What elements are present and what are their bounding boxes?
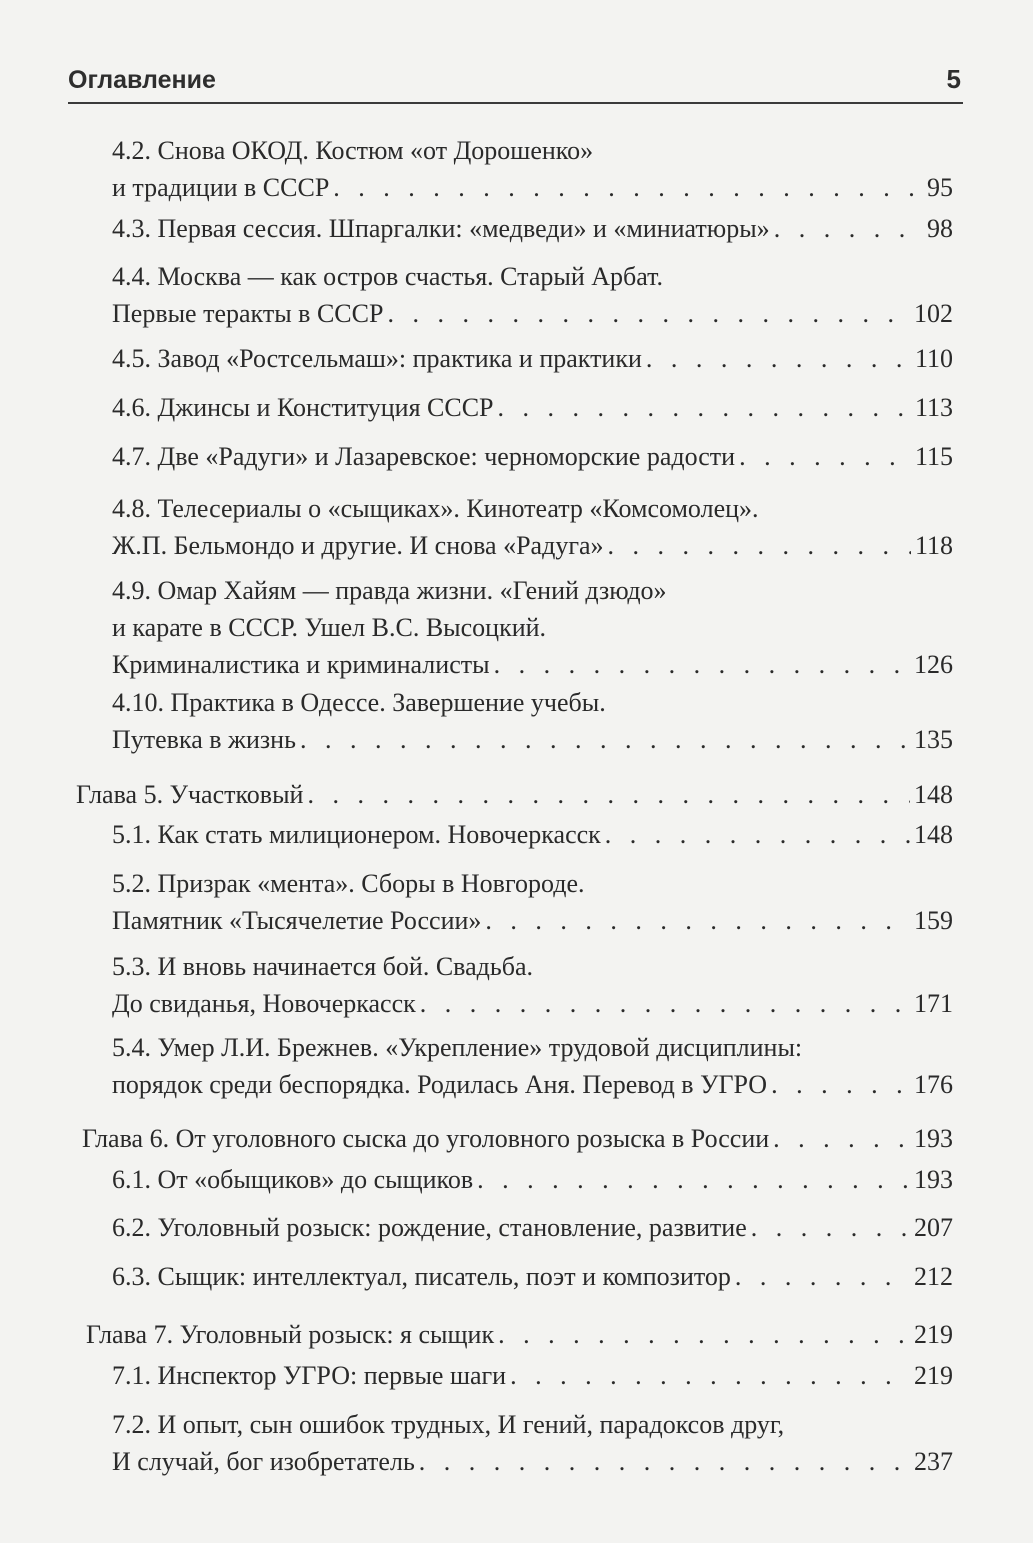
- toc-entry-title-line: Криминалистика и криминалисты: [112, 650, 490, 679]
- toc-entry-row: [76, 776, 953, 813]
- toc-entry: [112, 865, 953, 939]
- toc-page-number: 118: [914, 531, 953, 560]
- dot-leader: [605, 816, 910, 853]
- toc-entry-title-line: и карате в СССР. Ушел В.С. Высоцкий.: [112, 613, 547, 642]
- toc-page-number: 126: [914, 650, 953, 679]
- dot-leader: [608, 527, 911, 564]
- toc-entry-row: [112, 1209, 953, 1246]
- toc-page-number: 176: [914, 1070, 953, 1099]
- dot-leader: [735, 1258, 910, 1295]
- toc-page-number: 159: [914, 906, 953, 935]
- toc-entry-row: [112, 527, 953, 564]
- running-header: [68, 62, 963, 104]
- toc-entry: [112, 816, 953, 853]
- toc-entry-row: [112, 389, 953, 426]
- toc-page-number: 98: [927, 214, 953, 243]
- toc-entry-title-line: 4.2. Снова ОКОД. Костюм «от Дорошенко»: [112, 136, 594, 165]
- toc-entry-title-line: 4.6. Джинсы и Конституция СССР: [112, 393, 494, 422]
- dot-leader: [751, 1209, 910, 1246]
- toc-entry-row: [112, 1066, 953, 1103]
- toc-entry: [112, 1357, 953, 1394]
- dot-leader: [774, 210, 923, 247]
- toc-entry-title-line: порядок среди беспорядка. Родилась Аня. Перевод в УГРО: [112, 1070, 768, 1099]
- toc-entry-title-line: Глава 5. Участковый: [76, 780, 304, 809]
- toc-entry: [112, 490, 953, 564]
- dot-leader: [419, 1443, 910, 1480]
- toc-entry-row: [112, 1443, 953, 1480]
- toc-entry-title-line: 4.4. Москва — как остров счастья. Старый Арбат.: [112, 262, 664, 291]
- toc-entry-title-line: 4.5. Завод «Ростсельмаш»: практика и практики: [112, 344, 642, 373]
- toc-entry-row: [112, 816, 953, 853]
- toc-page-number: 171: [914, 989, 953, 1018]
- toc-entry-row: [112, 985, 953, 1022]
- toc-entry-title-line: 4.3. Первая сессия. Шпаргалки: «медведи» и «миниатюры»: [112, 214, 770, 243]
- toc-page-number: 219: [914, 1320, 953, 1349]
- toc-page-number: 193: [914, 1124, 953, 1153]
- toc-entry-row: [112, 1258, 953, 1295]
- toc-entry-title-line: 5.2. Призрак «мента». Сборы в Новгороде.: [112, 869, 585, 898]
- toc-entry-title-line: 4.9. Омар Хайям — правда жизни. «Гений дзюдо»: [112, 576, 667, 605]
- dot-leader: [498, 389, 911, 426]
- toc-entry-row: [112, 721, 953, 758]
- toc-entry-row: [112, 169, 953, 206]
- toc-entry-row: [86, 1316, 953, 1353]
- dot-leader: [420, 985, 910, 1022]
- toc-entry: [112, 1258, 953, 1295]
- toc-entry-row: [112, 646, 953, 683]
- toc-page-number: 135: [914, 725, 953, 754]
- toc-entry: [112, 1406, 953, 1480]
- toc-entry-title-line: Путевка в жизнь: [112, 725, 296, 754]
- toc-entry-title-line: 6.1. От «обыщиков» до сыщиков: [112, 1165, 474, 1194]
- toc-page-number: 110: [914, 344, 953, 373]
- toc-entry-row: [112, 295, 953, 332]
- dot-leader: [300, 721, 910, 758]
- toc-entry: [112, 210, 953, 247]
- toc-entry-title-line: и традиции в СССР: [112, 173, 330, 202]
- toc-entry: [112, 1161, 953, 1198]
- dot-leader: [771, 1066, 910, 1103]
- toc-entry-title-line: 7.2. И опыт, сын ошибок трудных, И гений, парадоксов друг,: [112, 1410, 785, 1439]
- toc-entry: [112, 1029, 953, 1103]
- toc-page-number: 237: [914, 1447, 953, 1476]
- dot-leader: [307, 776, 910, 813]
- toc-entry-title-line: 6.2. Уголовный розыск: рождение, становление, развитие: [112, 1213, 747, 1242]
- toc-entry-title-line: 5.4. Умер Л.И. Брежнев. «Укрепление» трудовой дисциплины:: [112, 1033, 803, 1062]
- toc-page-number: 148: [914, 780, 953, 809]
- dot-leader: [739, 438, 911, 475]
- toc-entry-title-line: Ж.П. Бельмондо и другие. И снова «Радуга»: [112, 531, 604, 560]
- dot-leader: [646, 340, 911, 377]
- dot-leader: [333, 169, 923, 206]
- toc-entry-row: [112, 210, 953, 247]
- toc-entry-title-line: Памятник «Тысячелетие России»: [112, 906, 482, 935]
- toc-entry: [86, 1316, 953, 1353]
- toc-entry: [112, 684, 953, 758]
- toc-entry: [112, 258, 953, 332]
- dot-leader: [477, 1161, 910, 1198]
- toc-entry: [112, 948, 953, 1022]
- toc-page-number: 207: [914, 1213, 953, 1242]
- toc-page-number: 148: [914, 820, 953, 849]
- toc-entry-row: [82, 1120, 953, 1157]
- toc-page-number: 102: [914, 299, 953, 328]
- toc-entry-row: [112, 902, 953, 939]
- toc-entry-title-line: И случай, бог изобретатель: [112, 1447, 415, 1476]
- toc-entry-title-line: Глава 7. Уголовный розыск: я сыщик: [86, 1320, 495, 1349]
- toc-entry-title-line: Глава 6. От уголовного сыска до уголовного розыска в России: [82, 1124, 770, 1153]
- toc-entry-row: [112, 1161, 953, 1198]
- toc-entry-row: [112, 1357, 953, 1394]
- toc-page-number: 113: [914, 393, 953, 422]
- dot-leader: [773, 1120, 910, 1157]
- toc-page-number: 193: [914, 1165, 953, 1194]
- dot-leader: [510, 1357, 910, 1394]
- toc-entry-title-line: 4.8. Телесериалы о «сыщиках». Кинотеатр «Комсомолец».: [112, 494, 759, 523]
- toc-page-number: 212: [914, 1262, 953, 1291]
- toc-entry-title-line: 5.1. Как стать милиционером. Новочеркасск: [112, 820, 601, 849]
- toc-entry-row: [112, 340, 953, 377]
- toc-entry: [112, 132, 953, 206]
- toc-entry-title-line: 4.10. Практика в Одессе. Завершение учебы.: [112, 688, 606, 717]
- toc-entry-title-line: 7.1. Инспектор УГРО: первые шаги: [112, 1361, 507, 1390]
- toc-entry: [82, 1120, 953, 1157]
- toc-entry: [112, 438, 953, 475]
- dot-leader: [485, 902, 910, 939]
- toc-entry-row: [112, 438, 953, 475]
- toc-entry: [112, 572, 953, 683]
- toc-entry-title-line: 5.3. И вновь начинается бой. Свадьба.: [112, 952, 533, 981]
- header-title: Оглавление: [68, 66, 216, 94]
- dot-leader: [494, 646, 910, 683]
- toc-entry-title-line: 6.3. Сыщик: интеллектуал, писатель, поэт и композитор: [112, 1262, 731, 1291]
- toc-entry: [112, 1209, 953, 1246]
- toc-entry: [112, 340, 953, 377]
- toc-entry: [76, 776, 953, 813]
- toc-entry-title-line: Первые теракты в СССР: [112, 299, 384, 328]
- dot-leader: [498, 1316, 910, 1353]
- toc-page-number: 95: [927, 173, 953, 202]
- toc-entry: [112, 389, 953, 426]
- toc-entry-title-line: До свиданья, Новочеркасск: [112, 989, 416, 1018]
- toc-entry-title-line: 4.7. Две «Радуги» и Лазаревское: черноморские радости: [112, 442, 736, 471]
- header-page-number: 5: [946, 64, 961, 94]
- toc-page-number: 115: [914, 442, 953, 471]
- dot-leader: [387, 295, 910, 332]
- toc-page-number: 219: [914, 1361, 953, 1390]
